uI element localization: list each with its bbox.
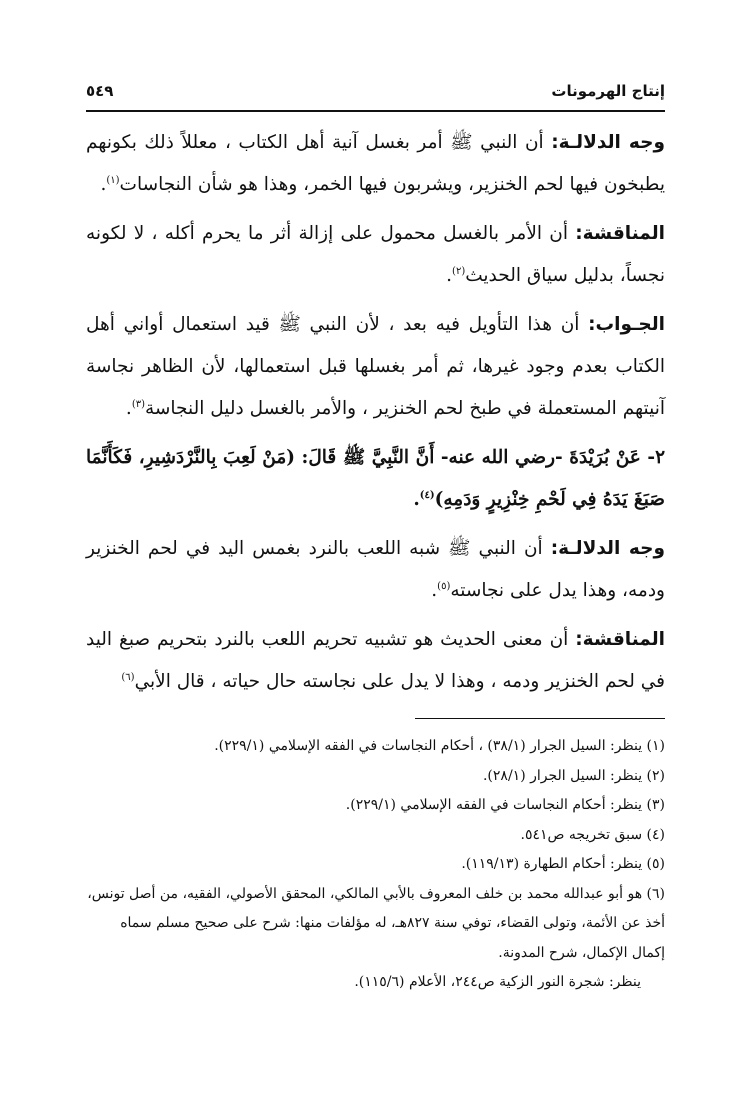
- paragraph-end: .: [431, 580, 438, 601]
- footnote-continuation: ينظر: شجرة النور الزكية ص٢٤٤، الأعلام (١١٥/٦).: [354, 974, 641, 990]
- footnote-ref: (٣): [131, 398, 145, 410]
- paragraph-end: .: [100, 174, 107, 195]
- footnotes: [86, 732, 665, 998]
- paragraph-discussion-2: [86, 619, 665, 703]
- paragraph-evidence-1: [86, 122, 665, 206]
- running-header: [86, 78, 665, 104]
- running-title: إنتاج الهرمونات: [551, 82, 665, 100]
- footnote-item: (٥) ينظر: أحكام الطهارة (١١٩/١٣).: [461, 856, 665, 872]
- page-number: ٥٤٩: [86, 82, 114, 100]
- paragraph-label: وجه الدلالـة:: [551, 132, 665, 153]
- footnote-ref: (٦): [121, 671, 135, 683]
- paragraph-discussion-1: [86, 213, 665, 297]
- paragraph-end: .: [446, 265, 453, 286]
- header-rule: [86, 110, 665, 112]
- paragraph-label: المناقشة:: [575, 223, 665, 244]
- paragraph-text: أن الأمر بالغسل محمول على إزالة أثر ما يحرم أكله ، لا لكونه نجساً، بدليل سياق الحديث: [86, 223, 665, 286]
- paragraph-evidence-2: [86, 528, 665, 612]
- paragraph-answer: [86, 304, 665, 430]
- paragraph-text: أن النبي ﷺ شبه اللعب بالنرد بغمس اليد في لحم الخنزير ودمه، وهذا يدل على نجاسته: [86, 538, 665, 601]
- hadith-text: ٢- عَنْ بُرَيْدَةَ -رضي الله عنه- أَنَّ النَّبِيَّ ﷺ قَالَ: (مَنْ لَعِبَ بِالنَّرْدَشِيرِ، فَكَأَنَّمَا صَبَغَ يَدَهُ فِي لَحْمِ خِنْزِيرٍ وَدَمِهِ): [86, 447, 665, 510]
- footnote-item: (١) ينظر: السيل الجرار (٣٨/١) ، أحكام النجاسات في الفقه الإسلامي (٢٢٩/١).: [214, 738, 665, 754]
- hadith-quote: [86, 437, 665, 521]
- paragraph-end: .: [125, 398, 132, 419]
- footnote-ref: (٤): [419, 489, 435, 501]
- footnote-item: (٦) هو أبو عبدالله محمد بن خلف المعروف بالأبي المالكي، المحقق الأصولي، الفقيه، من أصل تونس، أخذ عن الأئمة، وتولى القضاء، توفي سنة ٨٢٧هـ، له مؤلفات منها: شرح على صحيح مسلم سماه إكمال الإكمال، شرح المدونة.: [87, 885, 665, 961]
- paragraph-text: أن النبي ﷺ أمر بغسل آنية أهل الكتاب ، معللاً ذلك بكونهم يطبخون فيها لحم الخنزير، ويشربون فيها الخمر، وهذا هو شأن النجاسات: [86, 132, 665, 195]
- footnote-ref: (١): [106, 174, 120, 186]
- paragraph-end: .: [413, 489, 420, 510]
- footnote-item: (٤) سبق تخريجه ص٥٤١.: [520, 826, 665, 843]
- paragraph-label: المناقشة:: [575, 629, 665, 650]
- footnote-ref: (٥): [437, 580, 451, 592]
- footnote-item: (٢) ينظر: السيل الجرار (٢٨/١).: [482, 767, 665, 784]
- footnote-item: (٣) ينظر: أحكام النجاسات في الفقه الإسلامي (٢٢٩/١).: [345, 797, 665, 813]
- footnote-separator: [415, 718, 665, 719]
- paragraph-text: أن هذا التأويل فيه بعد ، لأن النبي ﷺ قيد استعمال أواني أهل الكتاب بعدم وجود غيرها، ثم أمر بغسلها قبل استعمالها، لأن الظاهر نجاسة آنيتهم المستعملة في طبخ لحم الخنزير ، والأمر بالغسل دليل النجاسة: [86, 314, 665, 419]
- footnote-ref: (٢): [452, 265, 466, 277]
- paragraph-label: الجـواب:: [588, 314, 665, 335]
- body-text: [86, 122, 665, 710]
- paragraph-label: وجه الدلالـة:: [550, 538, 665, 559]
- paragraph-text: أن معنى الحديث هو تشبيه تحريم اللعب بالنرد بتحريم صبغ اليد في لحم الخنزير ودمه ، وهذا لا يدل على نجاسته حال حياته ، قال الأبي: [86, 629, 665, 692]
